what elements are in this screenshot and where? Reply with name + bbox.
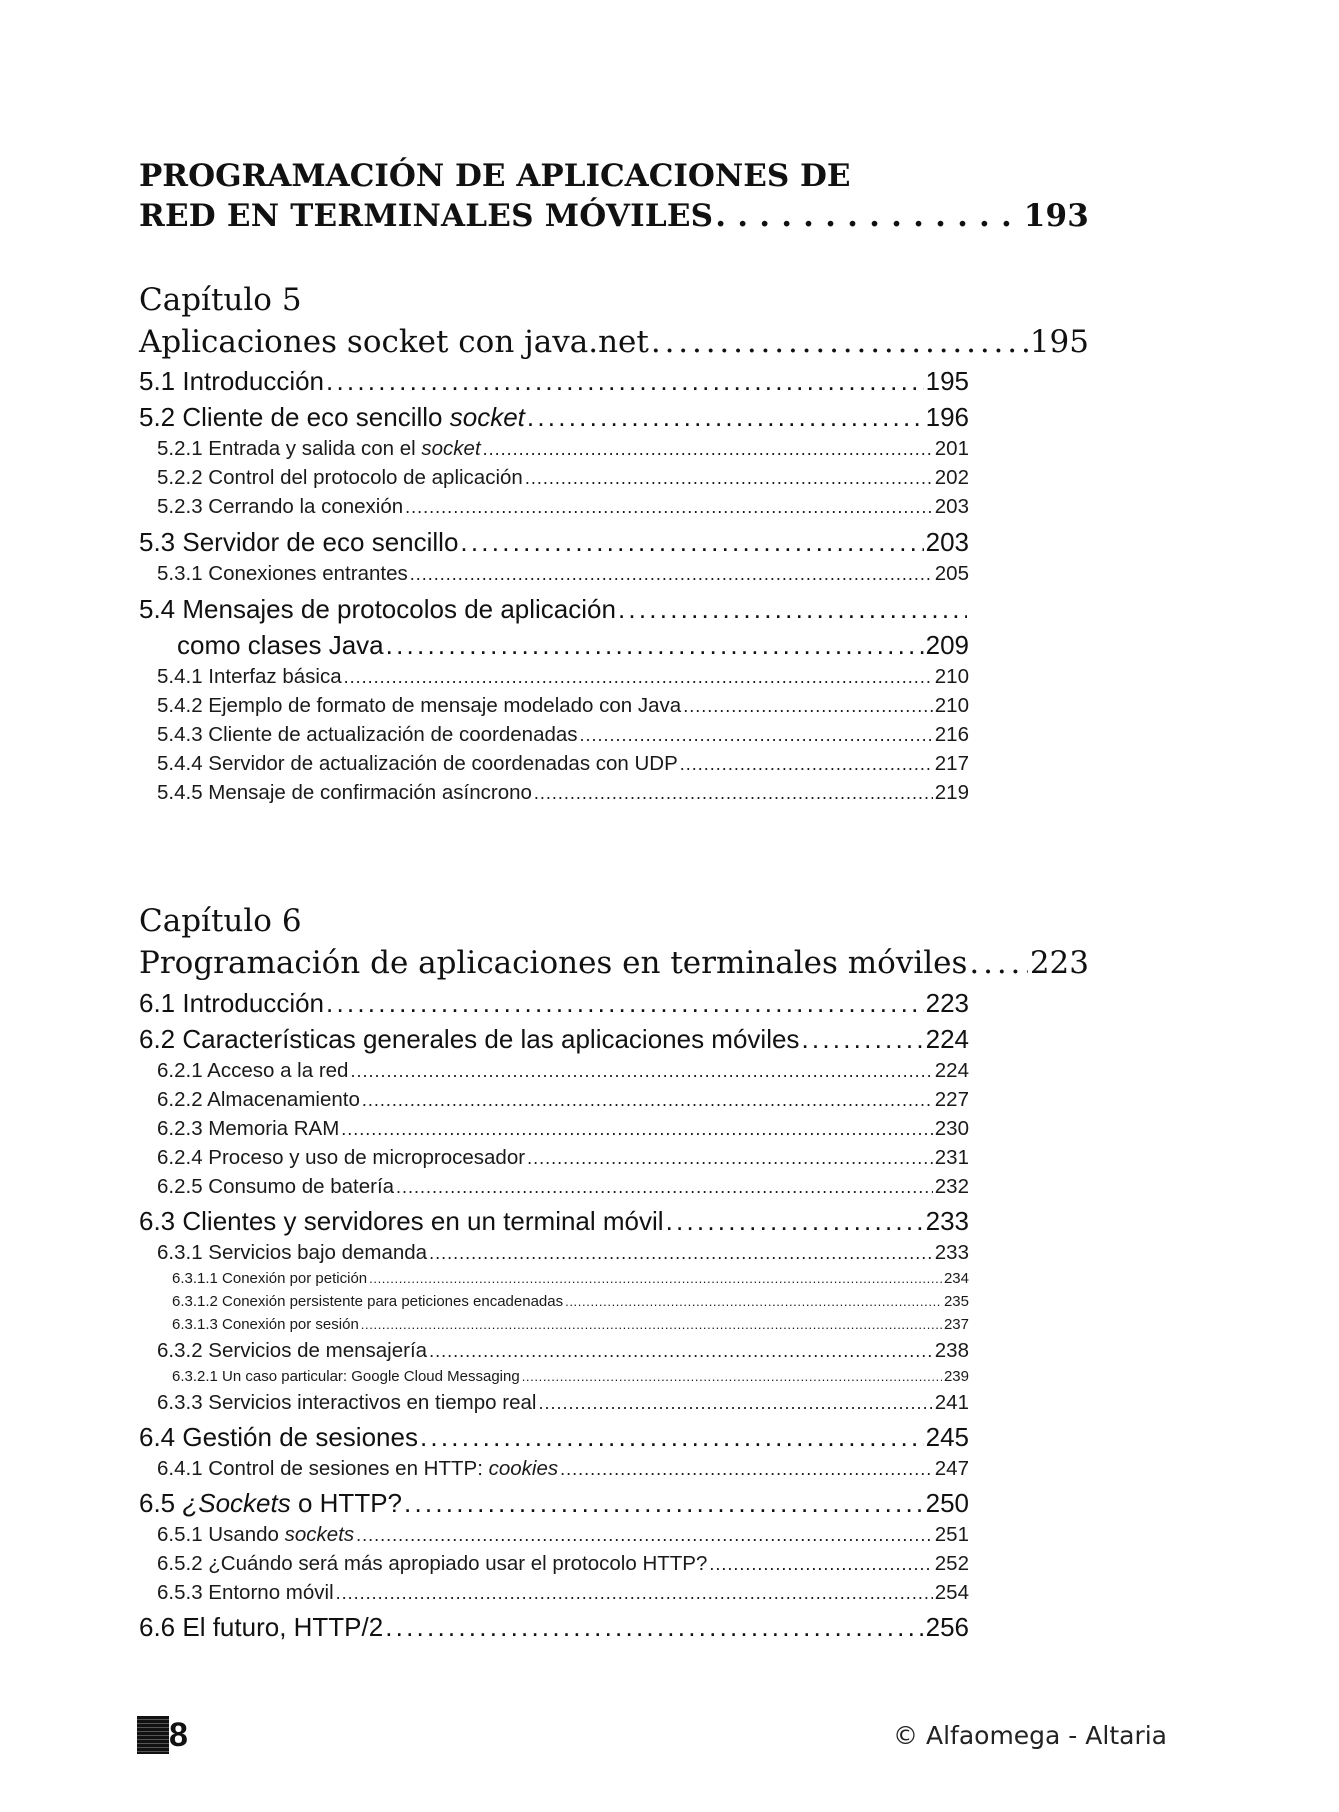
leader-dots xyxy=(651,324,1028,360)
toc-entry-6-5 xyxy=(139,1488,969,1519)
entry-title: 6.3.1.2 Conexión persistente para peticiones encadenadas xyxy=(172,1293,564,1310)
page-number: 202 xyxy=(934,466,969,489)
toc-entry-6-6 xyxy=(139,1612,969,1643)
entry-title: 5.4.2 Ejemplo de formato de mensaje modelado con Java xyxy=(157,694,682,717)
part-title-row xyxy=(139,198,1089,234)
leader-dots xyxy=(715,198,1021,234)
page-number: 216 xyxy=(934,723,969,746)
leader-dots xyxy=(344,667,933,688)
entry-title: 5.3 Servidor de eco sencillo xyxy=(139,527,459,557)
toc-entry-6-2-5 xyxy=(157,1175,969,1199)
entry-title: 6.3.1.1 Conexión por petición xyxy=(172,1270,368,1287)
toc-entry-6-4-1 xyxy=(157,1457,969,1481)
leader-dots xyxy=(341,1119,933,1140)
leader-dots xyxy=(326,366,924,397)
toc-entry-6-1 xyxy=(139,988,969,1019)
leader-dots xyxy=(385,1612,923,1643)
page-number: 219 xyxy=(934,781,969,804)
entry-title: como clases Java xyxy=(177,630,384,660)
leader-dots xyxy=(386,630,924,661)
page-number: 233 xyxy=(925,1206,969,1236)
page-number: 239 xyxy=(943,1368,969,1385)
entry-title: 6.2.3 Memoria RAM xyxy=(157,1117,340,1140)
page-number: 224 xyxy=(925,1024,969,1054)
leader-dots xyxy=(538,1393,932,1414)
toc-entry-6-2-1 xyxy=(157,1059,969,1083)
toc-entry-5-4 xyxy=(139,594,969,625)
toc-entry-5-4-3 xyxy=(157,723,969,747)
part-title-line1: PROGRAMACIÓN DE APLICACIONES DE xyxy=(139,158,851,194)
toc-entry-6-3-1-2 xyxy=(172,1293,969,1310)
leader-dots xyxy=(527,1148,933,1169)
footer-copyright: © Alfaomega - Altaria xyxy=(893,1721,1167,1750)
entry-title: 6.2.5 Consumo de batería xyxy=(157,1175,395,1198)
page-number: 210 xyxy=(934,694,969,717)
leader-dots xyxy=(362,1090,933,1111)
toc-entry-6-5-2 xyxy=(157,1552,969,1576)
page-number: 227 xyxy=(934,1088,969,1111)
page-number: 210 xyxy=(934,665,969,688)
entry-title: 6.2 Características generales de las aplicaciones móviles xyxy=(139,1024,800,1054)
leader-dots xyxy=(405,497,933,518)
page-number: 230 xyxy=(934,1117,969,1140)
chapter-6-label: Capítulo 6 xyxy=(139,903,302,939)
page-number: 256 xyxy=(925,1612,969,1642)
entry-title: 6.3.3 Servicios interactivos en tiempo real xyxy=(157,1391,537,1414)
leader-dots xyxy=(420,1422,924,1453)
toc-entry-6-3-1-1 xyxy=(172,1270,969,1287)
page-number: 235 xyxy=(943,1293,969,1310)
leader-dots xyxy=(618,594,967,625)
leader-dots xyxy=(527,402,924,433)
page-number: 231 xyxy=(934,1146,969,1169)
entry-title: 6.2.1 Acceso a la red xyxy=(157,1059,349,1082)
leader-dots xyxy=(969,945,1027,981)
toc-entry-5-4-cont xyxy=(177,630,969,661)
leader-dots xyxy=(680,754,933,775)
toc-entry-6-5-1 xyxy=(157,1523,969,1547)
page-number: 203 xyxy=(934,495,969,518)
leader-dots xyxy=(404,1488,924,1519)
toc-entry-5-4-5 xyxy=(157,781,969,805)
entry-title: 6.5.2 ¿Cuándo será más apropiado usar el protocolo HTTP? xyxy=(157,1552,708,1575)
page-number: 195 xyxy=(1029,324,1089,360)
toc-entry-5-2-1 xyxy=(157,437,969,461)
chapter-5-title-row xyxy=(139,324,1089,360)
entry-title: 5.4.5 Mensaje de confirmación asíncrono xyxy=(157,781,532,804)
toc-entry-6-3-1 xyxy=(157,1241,969,1265)
page-number: 250 xyxy=(925,1488,969,1518)
chapter-6-title-row xyxy=(139,945,1089,981)
page-number: 234 xyxy=(943,1270,969,1287)
page-number: 232 xyxy=(934,1175,969,1198)
leader-dots xyxy=(350,1061,932,1082)
toc-entry-6-2-2 xyxy=(157,1088,969,1112)
toc-entry-5-2 xyxy=(139,402,969,433)
toc-entry-6-3-1-3 xyxy=(172,1316,969,1333)
entry-title: 5.4.1 Interfaz básica xyxy=(157,665,342,688)
leader-dots xyxy=(666,1206,924,1237)
page-number: 254 xyxy=(934,1581,969,1604)
entry-title: 6.3.2 Servicios de mensajería xyxy=(157,1339,428,1362)
leader-dots xyxy=(361,1317,942,1332)
page-number: 209 xyxy=(925,630,969,660)
leader-dots xyxy=(801,1024,923,1055)
entry-title: 6.3 Clientes y servidores en un terminal móvil xyxy=(139,1206,664,1236)
entry-title: 6.4 Gestión de sesiones xyxy=(139,1422,418,1452)
entry-title: 6.5 ¿Sockets o HTTP? xyxy=(139,1488,402,1518)
chapter-6-title: Programación de aplicaciones en terminales móviles xyxy=(139,945,968,981)
entry-title: 5.2.1 Entrada y salida con el socket xyxy=(157,437,481,460)
toc-entry-6-2-3 xyxy=(157,1117,969,1141)
page-number: 247 xyxy=(934,1457,969,1480)
toc-entry-6-3-3 xyxy=(157,1391,969,1415)
entry-title: 6.6 El futuro, HTTP/2 xyxy=(139,1612,384,1642)
toc-entry-6-2-4 xyxy=(157,1146,969,1170)
entry-title: 6.2.2 Almacenamiento xyxy=(157,1088,360,1111)
leader-dots xyxy=(396,1177,933,1198)
entry-title: 6.1 Introducción xyxy=(139,988,325,1018)
toc-entry-6-5-3 xyxy=(157,1581,969,1605)
toc-entry-5-3 xyxy=(139,527,969,558)
leader-dots xyxy=(580,725,933,746)
toc-entry-6-3-2-1 xyxy=(172,1368,969,1385)
toc-entry-6-4 xyxy=(139,1422,969,1453)
toc-entry-5-4-4 xyxy=(157,752,969,776)
toc-entry-6-3 xyxy=(139,1206,969,1237)
toc-entry-5-2-2 xyxy=(157,466,969,490)
leader-dots xyxy=(525,468,933,489)
page-number: 223 xyxy=(925,988,969,1018)
leader-dots xyxy=(683,696,933,717)
leader-dots xyxy=(410,564,933,585)
leader-dots xyxy=(483,439,933,460)
toc-entry-5-4-1 xyxy=(157,665,969,689)
page-number: 195 xyxy=(925,366,969,396)
leader-dots xyxy=(429,1243,933,1264)
entry-title: 6.3.1.3 Conexión por sesión xyxy=(172,1316,359,1333)
toc-entry-6-3-2 xyxy=(157,1339,969,1363)
leader-dots xyxy=(534,783,933,804)
leader-dots xyxy=(326,988,924,1019)
page-number: 251 xyxy=(934,1523,969,1546)
chapter-5-title: Aplicaciones socket con java.net xyxy=(139,324,649,360)
entry-title: 5.2.3 Cerrando la conexión xyxy=(157,495,404,518)
toc-entry-6-2 xyxy=(139,1024,969,1055)
leader-dots xyxy=(429,1341,933,1362)
page-number: 193 xyxy=(1023,198,1089,234)
entry-title: 5.2.2 Control del protocolo de aplicación xyxy=(157,466,523,489)
page-number: 245 xyxy=(925,1422,969,1452)
entry-title: 5.3.1 Conexiones entrantes xyxy=(157,562,408,585)
page-number: 196 xyxy=(925,402,969,432)
page-marker-block xyxy=(137,1716,169,1754)
toc-entry-5-2-3 xyxy=(157,495,969,519)
footer-page-number: 8 xyxy=(169,1716,188,1754)
entry-title: 6.5.3 Entorno móvil xyxy=(157,1581,334,1604)
leader-dots xyxy=(369,1271,942,1286)
entry-title: 5.1 Introducción xyxy=(139,366,325,396)
toc-entry-5-4-2 xyxy=(157,694,969,718)
entry-title: 6.4.1 Control de sesiones en HTTP: cookies xyxy=(157,1457,559,1480)
entry-title: 5.4.3 Cliente de actualización de coordenadas xyxy=(157,723,578,746)
page-number: 224 xyxy=(934,1059,969,1082)
page-number: 238 xyxy=(934,1339,969,1362)
entry-title: 6.3.1 Servicios bajo demanda xyxy=(157,1241,428,1264)
page-number: 217 xyxy=(934,752,969,775)
toc-entry-5-1 xyxy=(139,366,969,397)
leader-dots xyxy=(560,1459,933,1480)
leader-dots xyxy=(565,1294,942,1309)
entry-title: 6.2.4 Proceso y uso de microprocesador xyxy=(157,1146,526,1169)
page-number: 223 xyxy=(1029,945,1089,981)
page-number: 233 xyxy=(934,1241,969,1264)
entry-title: 6.3.2.1 Un caso particular: Google Cloud Messaging xyxy=(172,1368,520,1385)
page-number: 205 xyxy=(934,562,969,585)
entry-title: 5.4.4 Servidor de actualización de coordenadas con UDP xyxy=(157,752,678,775)
page-number: 201 xyxy=(934,437,969,460)
page-number: 203 xyxy=(925,527,969,557)
leader-dots xyxy=(356,1525,933,1546)
entry-title: 5.2 Cliente de eco sencillo socket xyxy=(139,402,525,432)
entry-title: 6.5.1 Usando sockets xyxy=(157,1523,355,1546)
page-number: 252 xyxy=(934,1552,969,1575)
part-title-line2: RED EN TERMINALES MÓVILES xyxy=(139,198,714,234)
chapter-5-label: Capítulo 5 xyxy=(139,282,302,318)
leader-dots xyxy=(709,1554,932,1575)
leader-dots xyxy=(522,1369,942,1384)
leader-dots xyxy=(460,527,923,558)
toc-entry-5-3-1 xyxy=(157,562,969,586)
page-number: 241 xyxy=(934,1391,969,1414)
leader-dots xyxy=(336,1583,933,1604)
entry-title: 5.4 Mensajes de protocolos de aplicación xyxy=(139,594,616,624)
page-number: 237 xyxy=(943,1316,969,1333)
